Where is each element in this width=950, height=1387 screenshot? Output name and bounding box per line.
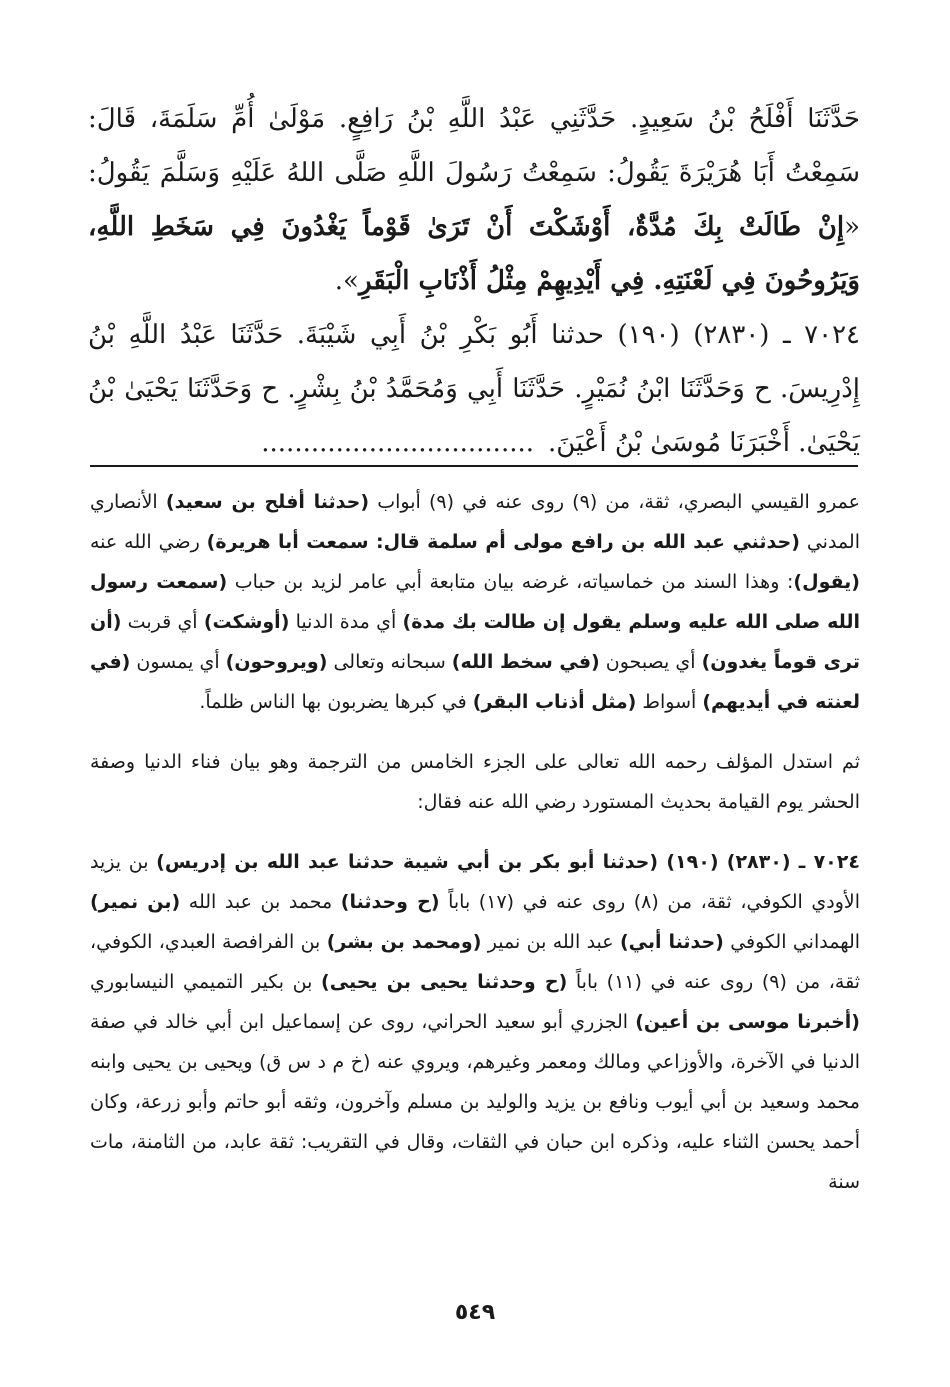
c3-segment: الهمداني الكوفي (723, 931, 861, 953)
c1-segment: في كبرها يضربون بها الناس ظلماً. (199, 691, 473, 713)
hadith-text (88, 92, 860, 470)
c1-segment: (أوشكت) (203, 611, 290, 633)
c1-segment: : وهذا السند من خماسياته، غرضه بيان متابعة أبي عامر لزيد بن حباب (227, 571, 794, 593)
c3-segment: بن بكير التميمي النيسابوري (90, 971, 322, 993)
c3-segment: (ح وحدثنا) (340, 891, 440, 913)
c1-segment: (حدثنا أفلح بن سعيد) (165, 491, 370, 513)
c1-segment: أي قربت (121, 611, 204, 633)
c3-segment: بن يزيد الأودي الكوفي، ثقة، من (٨) روى عنه في (١٧) باباً (90, 851, 860, 913)
c3-segment: (حدثنا أبي) (619, 931, 724, 953)
c1-segment: (مثل أذناب البقر) (472, 691, 637, 713)
c1-segment: (أن ترى قوماً يغدون) (90, 611, 860, 673)
commentary-paragraph-1 (90, 482, 860, 722)
c1-segment: (يقول) (793, 571, 860, 593)
c3-segment: بن الفرافصة العبدي، الكوفي، ثقة، من (٩) روى عنه في (١١) باباً (90, 931, 860, 993)
hadith-paragraph-1 (88, 92, 860, 308)
c1-segment: أي يصبحون (599, 651, 702, 673)
hadith-close-quote: ». (334, 266, 359, 296)
c3-segment: ٧٠٢٤ ـ (٢٨٣٠) (١٩٠) (658, 851, 860, 873)
c1-segment: أي مدة الدنيا (289, 611, 403, 633)
c1-segment: رضي الله عنه (90, 531, 207, 553)
c3-segment: عبد الله بن نمير (481, 931, 620, 953)
footnote-divider (90, 465, 858, 467)
c3-segment: (بن نمير) (90, 891, 181, 913)
hadith-block (88, 92, 860, 470)
hadith-matn: إِنْ طَالَتْ بِكَ مُدَّةٌ، أَوْشَكْتَ أَنْ تَرَىٰ قَوْماً يَغْدُونَ فِي سَخَطِ اللَّهِ، وَيَرُوحُونَ فِي لَعْنَتِهِ. فِي أَيْدِيهِمْ مِثْلُ أَذْنَابِ الْبَقَرِ (88, 212, 860, 296)
hadith-isnad: حَدَّثَنَا أَفْلَحُ بْنُ سَعِيدٍ. حَدَّثَنِي عَبْدُ اللَّهِ بْنُ رَافِعٍ. مَوْلَىٰ أُمِّ سَلَمَةَ، قَالَ: سَمِعْتُ أَبَا هُرَيْرَةَ يَقُولُ: سَمِعْتُ رَسُولَ اللَّهِ صَلَّى اللهُ عَلَيْهِ وَسَلَّمَ يَقُولُ: « (88, 104, 860, 242)
c3-segment: الجزري أبو سعيد الحراني، روى عن إسماعيل ابن أبي خالد في صفة الدنيا في الآخرة، والأوزاعي ومالك ومعمر وغيرهم، ويروي عنه (خ م د س ق) ويحيى بن يحيى وابنه محمد وسعيد بن أبي أيوب ونافع بن يزيد والوليد بن مسلم وآخرون، وثقه أبو حاتم وأبو زرعة، وكان أحمد يحسن الثناء عليه، وذكره ابن حبان في الثقات، وقال في التقريب: ثقة عابد، من الثامنة، مات سنة (90, 1011, 860, 1193)
commentary-paragraph-2: ثم استدل المؤلف رحمه الله تعالى على الجزء الخامس من الترجمة وهو بيان فناء الدنيا وصفة الحشر يوم القيامة بحديث المستورد رضي الله عنه فقال: (90, 751, 860, 813)
hadith-paragraph-2 (88, 308, 860, 470)
c1-segment: (ويروحون) (225, 651, 328, 673)
c1-segment: سبحانه وتعالى (327, 651, 452, 673)
c1-segment: أسواط (636, 691, 703, 713)
page-number: ٥٤٩ (454, 1300, 496, 1325)
c3-segment: محمد بن عبد الله (180, 891, 341, 913)
c1-segment: (حدثني عبد الله بن رافع مولى أم سلمة قال: سمعت أبا هريرة) (206, 531, 800, 553)
c1-segment: (في لعنته في أيديهم) (90, 651, 860, 713)
commentary-section (90, 482, 860, 1202)
continuation-dots: ................................. (261, 428, 534, 458)
c3-segment: (ح وحدثنا يحيى بن يحيى) (321, 971, 568, 993)
c1-segment: (سمعت رسول الله صلى الله عليه وسلم يقول إن طالت بك مدة) (90, 571, 860, 633)
c1-segment: الأنصاري المدني (90, 491, 860, 553)
commentary-paragraph-3 (90, 842, 860, 1202)
c1-segment: أي يمسون (130, 651, 226, 673)
c1-segment: عمرو القيسي البصري، ثقة، من (٩) روى عنه في (٩) أبواب (369, 491, 860, 513)
c3-segment: (ومحمد بن بشر) (326, 931, 482, 953)
c1-segment: (في سخط الله) (451, 651, 600, 673)
c3-segment: (أخبرنا موسى بن أعين) (635, 1011, 860, 1033)
hadith-chain: ٧٠٢٤ ـ (٢٨٣٠) (١٩٠) حدثنا أَبُو بَكْرِ بْنُ أَبِي شَيْبَةَ. حَدَّثَنَا عَبْدُ اللَّهِ بْنُ إِدْرِيسَ. ح وَحَدَّثَنَا ابْنُ نُمَيْرٍ. حَدَّثَنَا أَبِي وَمُحَمَّدُ بْنُ بِشْرٍ. ح وَحَدَّثَنَا يَحْيَىٰ بْنُ يَحْيَىٰ. أَخْبَرَنَا مُوسَىٰ بْنُ أَعْيَنَ. (88, 320, 860, 458)
c3-segment: (حدثنا أبو بكر بن أبي شيبة حدثنا عبد الله بن إدريس) (156, 851, 659, 873)
